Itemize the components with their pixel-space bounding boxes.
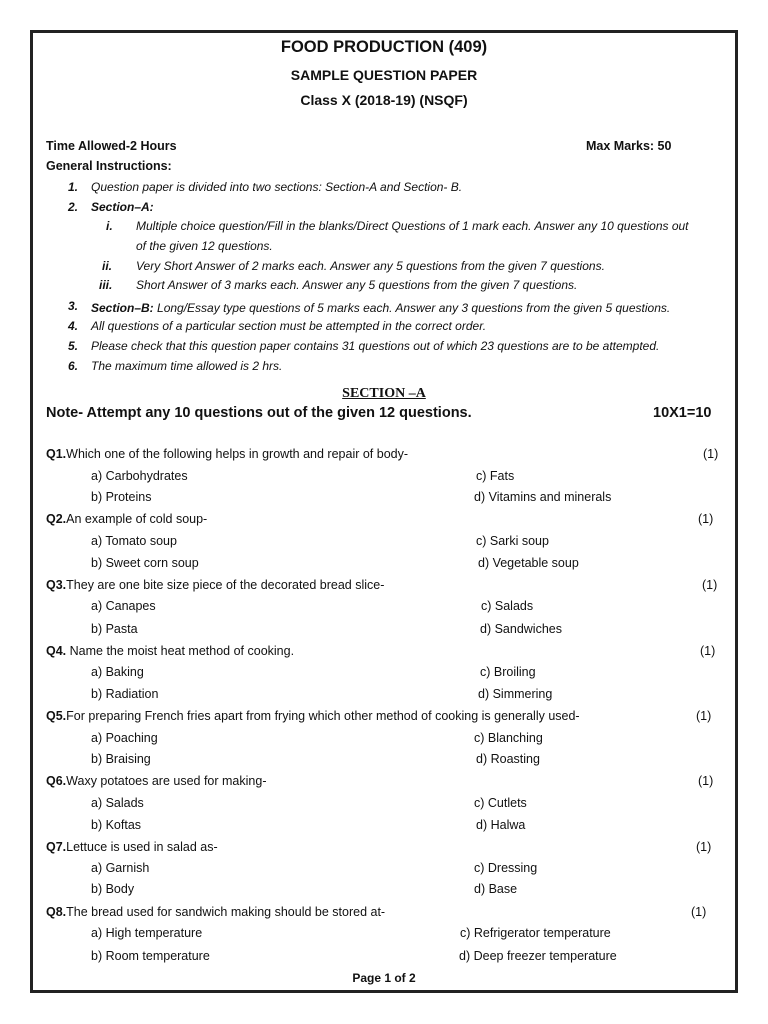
question-text: An example of cold soup- [66,512,208,526]
instruction-text: of the given 12 questions. [136,239,273,253]
option-c: c) Broiling [480,665,536,679]
option-b: b) Koftas [91,818,142,832]
instruction-text: Section–A: [91,200,154,214]
time-allowed: Time Allowed-2 Hours [46,139,177,153]
instruction-line [91,299,670,317]
instruction-text: Short Answer of 3 marks each. Answer any 5 questions from the given 7 questions. [136,278,578,292]
option-c: c) Fats [476,469,515,483]
option-b: b) Braising [91,752,151,766]
section-title: SECTION –A [342,386,426,401]
option-a: a) High temperature [91,926,203,940]
instruction-number: 1. [68,180,79,194]
option-a: a) Tomato soup [91,534,177,548]
question-text: Which one of the following helps in growth and repair of body- [66,447,409,461]
question-marks: (1) [696,840,712,854]
question-marks: (1) [702,578,718,592]
question-text: For preparing French fries apart from frying which other method of cooking is generally used- [66,709,580,723]
option-a: a) Poaching [91,731,158,745]
option-b: b) Sweet corn soup [91,556,199,570]
question-marks: (1) [703,447,719,461]
option-c: c) Salads [481,599,534,613]
question-stem [46,447,408,461]
question-stem [46,578,384,592]
paper-title: FOOD PRODUCTION (409) [280,38,488,56]
instruction-label: Section–B: [91,301,154,315]
option-a: a) Garnish [91,861,150,875]
option-c: c) Sarki soup [476,534,549,548]
question-stem [46,774,266,788]
instruction-subnumber: ii. [102,259,113,273]
option-d: d) Deep freezer temperature [459,949,617,963]
max-marks: Max Marks: 50 [586,139,672,153]
option-b: b) Room temperature [91,949,210,963]
instruction-number: 6. [68,359,79,373]
instruction-number: 5. [68,339,79,353]
option-a: a) Canapes [91,599,156,613]
option-d: d) Base [474,882,518,896]
question-number: Q3. [46,578,67,592]
question-stem [46,709,580,723]
instruction-text: Very Short Answer of 2 marks each. Answer any 5 questions from the given 7 questions. [136,259,605,273]
question-marks: (1) [698,774,714,788]
question-stem [46,644,294,658]
question-number: Q2. [46,512,67,526]
question-marks: (1) [700,644,716,658]
instruction-text: The maximum time allowed is 2 hrs. [91,359,283,373]
option-b: b) Radiation [91,687,159,701]
option-c: c) Blanching [474,731,543,745]
option-d: d) Simmering [478,687,553,701]
section-marks: 10X1=10 [653,405,712,421]
option-c: c) Dressing [474,861,538,875]
page-number: Page 1 of 2 [352,971,416,985]
instruction-text: Multiple choice question/Fill in the blanks/Direct Questions of 1 mark each. Answer any 10 questions out [136,219,689,233]
option-d: d) Roasting [476,752,540,766]
question-text: Waxy potatoes are used for making- [66,774,267,788]
option-d: d) Halwa [476,818,526,832]
question-number: Q8. [46,905,67,919]
paper-subtitle: SAMPLE QUESTION PAPER [290,67,478,83]
question-number: Q4. [46,644,67,658]
instruction-subnumber: iii. [99,278,113,292]
class-line: Class X (2018-19) (NSQF) [300,92,468,108]
question-marks: (1) [696,709,712,723]
option-d: d) Vitamins and minerals [474,490,612,504]
section-note: Note- Attempt any 10 questions out of the given 12 questions. [46,405,472,421]
option-b: b) Proteins [91,490,152,504]
question-text: Name the moist heat method of cooking. [66,644,295,658]
option-d: d) Sandwiches [480,622,562,636]
instruction-number: 2. [68,200,79,214]
option-a: a) Baking [91,665,144,679]
instructions-heading: General Instructions: [46,159,172,173]
instruction-text: All questions of a particular section must be attempted in the correct order. [91,319,487,333]
question-number: Q7. [46,840,67,854]
option-a: a) Salads [91,796,144,810]
option-a: a) Carbohydrates [91,469,188,483]
question-text: The bread used for sandwich making should be stored at- [66,905,386,919]
question-marks: (1) [698,512,714,526]
question-number: Q1. [46,447,67,461]
instruction-subnumber: i. [106,219,113,233]
instruction-text: Long/Essay type questions of 5 marks each. Answer any 3 questions from the given 5 questions. [153,301,671,315]
option-d: d) Vegetable soup [478,556,579,570]
instruction-text: Please check that this question paper contains 31 questions out of which 23 questions are to be attempted. [91,339,660,353]
option-c: c) Refrigerator temperature [460,926,611,940]
question-marks: (1) [691,905,707,919]
instruction-number: 4. [68,319,79,333]
question-stem [46,512,207,526]
question-text: They are one bite size piece of the decorated bread slice- [66,578,385,592]
instruction-number: 3. [68,299,79,313]
option-c: c) Cutlets [474,796,527,810]
question-number: Q6. [46,774,67,788]
question-stem [46,905,385,919]
question-text: Lettuce is used in salad as- [66,840,218,854]
question-stem [46,840,218,854]
option-b: b) Body [91,882,135,896]
instruction-text: Question paper is divided into two sections: Section-A and Section- B. [91,180,463,194]
question-number: Q5. [46,709,67,723]
option-b: b) Pasta [91,622,138,636]
